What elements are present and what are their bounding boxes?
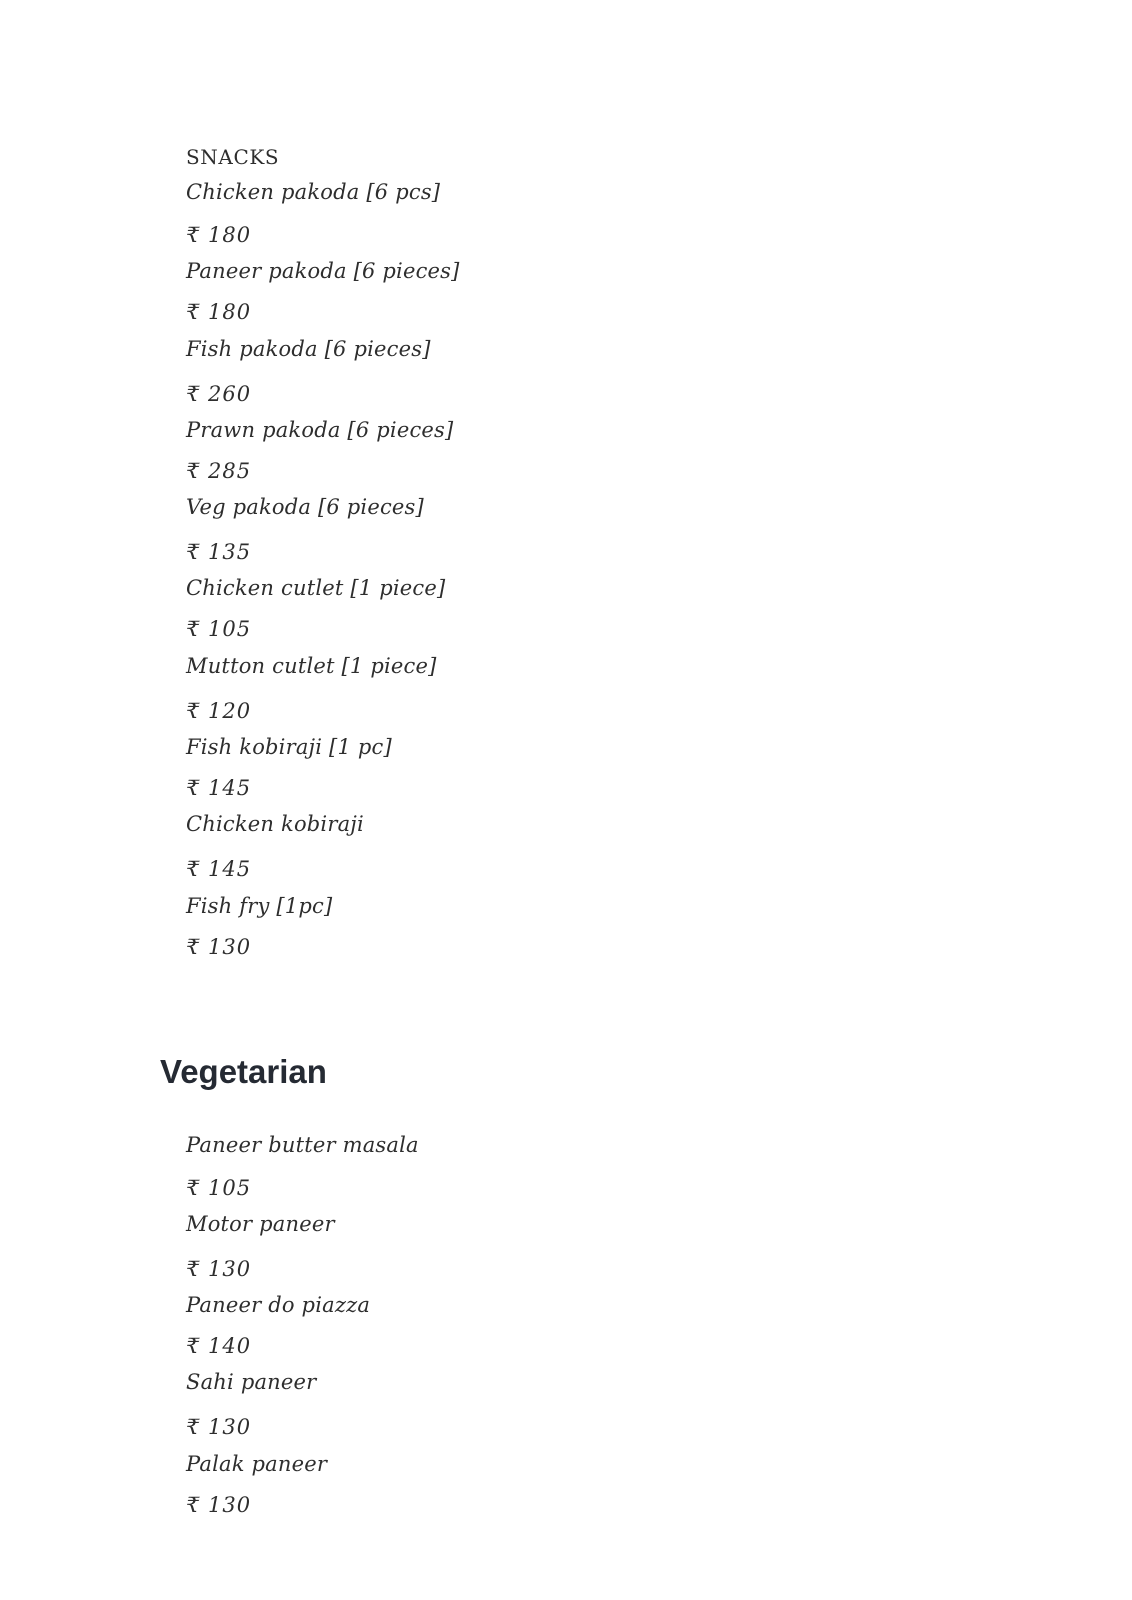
menu-item-name: Prawn pakoda [6 pieces] (186, 418, 454, 442)
menu-item-price: ₹ 140 (186, 1334, 252, 1358)
menu-item-name: Fish fry [1pc] (186, 894, 333, 918)
menu-item-price: ₹ 120 (186, 699, 252, 723)
menu-item-name: Chicken kobiraji (186, 812, 364, 836)
menu-item-price: ₹ 105 (186, 617, 252, 641)
menu-item-name: Fish pakoda [6 pieces] (186, 337, 431, 361)
menu-item-price: ₹ 105 (186, 1176, 252, 1200)
menu-item-price: ₹ 130 (186, 1493, 252, 1517)
menu-item-name: Chicken cutlet [1 piece] (186, 576, 446, 600)
menu-item-name: Fish kobiraji [1 pc] (186, 735, 392, 759)
menu-item-name: Palak paneer (186, 1452, 328, 1476)
section-label-snacks: SNACKS (186, 145, 280, 169)
menu-item-price: ₹ 135 (186, 540, 252, 564)
menu-item-name: Mutton cutlet [1 piece] (186, 654, 437, 678)
menu-item-name: Paneer do piazza (186, 1293, 371, 1317)
menu-item-price: ₹ 180 (186, 300, 252, 324)
menu-item-price: ₹ 145 (186, 776, 252, 800)
menu-item-name: Veg pakoda [6 pieces] (186, 495, 424, 519)
menu-item-price: ₹ 130 (186, 1415, 252, 1439)
menu-item-price: ₹ 180 (186, 223, 252, 247)
menu-item-price: ₹ 145 (186, 857, 252, 881)
menu-item-name: Paneer butter masala (186, 1133, 419, 1157)
menu-item-name: Sahi paneer (186, 1370, 317, 1394)
menu-item-price: ₹ 260 (186, 382, 252, 406)
menu-item-price: ₹ 285 (186, 459, 252, 483)
menu-item-price: ₹ 130 (186, 935, 252, 959)
menu-item-price: ₹ 130 (186, 1257, 252, 1281)
menu-item-name: Paneer pakoda [6 pieces] (186, 259, 460, 283)
menu-item-name: Motor paneer (186, 1212, 335, 1236)
section-heading-vegetarian: Vegetarian (160, 1053, 327, 1090)
menu-item-name: Chicken pakoda [6 pcs] (186, 180, 441, 204)
